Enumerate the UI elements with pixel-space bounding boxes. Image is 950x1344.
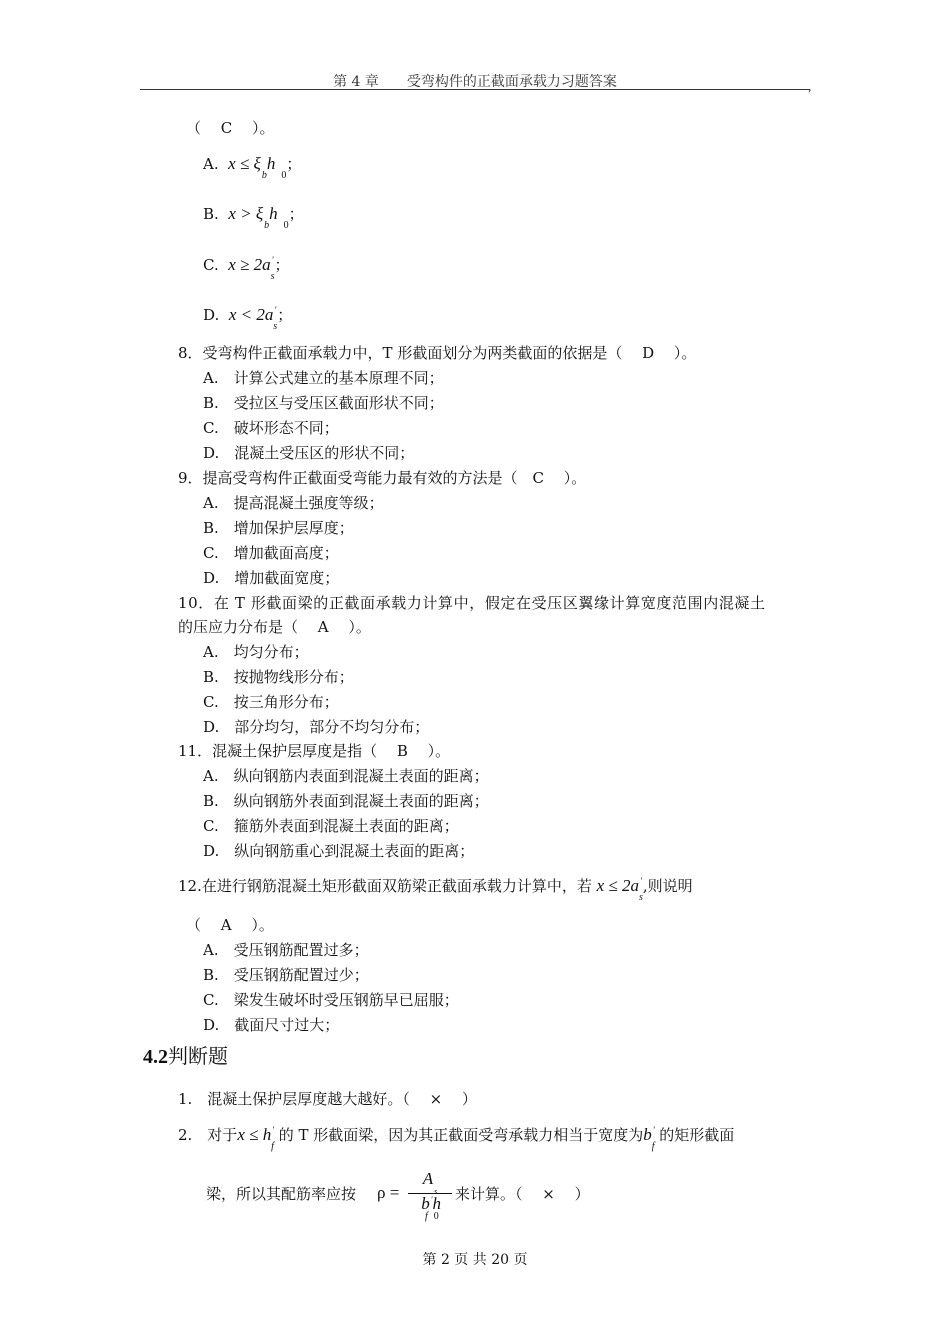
- judgement-2-line2-before: 梁，所以其配筋率应按: [206, 1185, 357, 1203]
- q9-option-a: A. 提高混凝土强度等级；: [203, 494, 384, 512]
- q7-option-c: C. $x \ge 2a'_s$；: [203, 255, 290, 282]
- q7-option-d-math: $x < 2a'_s$: [228, 305, 278, 332]
- q8-option-c: C. 破坏形态不同；: [203, 419, 339, 437]
- header-rule: [140, 89, 810, 90]
- fraction-numerator: $A_s$: [422, 1169, 438, 1196]
- q11-option-d: D. 纵向钢筋重心到混凝土表面的距离；: [203, 842, 475, 860]
- judgement-2-line1: 2. 对于$x \le h'_f$ 的 T 形截面梁，因为其正截面受弯承载力相当于宽度为$b'_f$ 的矩形截面: [178, 1125, 735, 1152]
- q9-question: 9．提高受弯构件正截面受弯能力最有效的方法是（ C ）。: [178, 469, 587, 487]
- q10-option-b: B. 按抛物线形分布；: [203, 668, 354, 686]
- section-heading: [143, 1043, 228, 1070]
- judgement-2-rho: ρ =: [377, 1183, 400, 1202]
- q8-option-a: A. 计算公式建立的基本原理不同；: [203, 369, 444, 387]
- q12-option-b: B. 受压钢筋配置过少；: [203, 966, 369, 984]
- q11-option-a: A. 纵向钢筋内表面到混凝土表面的距离；: [203, 767, 489, 785]
- q11-option-c: C. 箍筋外表面到混凝土表面的距离；: [203, 817, 459, 835]
- judgement-2-line2-after: 来计算。（ × ）: [455, 1185, 590, 1203]
- q10-option-d: D. 部分均匀，部分不均匀分布；: [203, 718, 430, 736]
- q12-answer-line: （ A ）。: [186, 916, 274, 934]
- judgement-1: 1. 混凝土保护层厚度越大越好。（ × ）: [178, 1090, 477, 1108]
- q9-option-d: D. 增加截面宽度；: [203, 569, 340, 587]
- q10-option-c: C. 按三角形分布；: [203, 693, 339, 711]
- section-number: 4.2: [143, 1046, 168, 1068]
- q7-option-d: D. $x < 2a'_s$；: [203, 305, 293, 332]
- q9-option-b: B. 增加保护层厚度；: [203, 519, 354, 537]
- q12-option-a: A. 受压钢筋配置过多；: [203, 941, 369, 959]
- q11-option-b: B. 纵向钢筋外表面到混凝土表面的距离；: [203, 792, 489, 810]
- section-title: 判断题: [168, 1044, 228, 1068]
- judgement-2-math-x: $x \le h'_f$: [237, 1125, 275, 1152]
- q7-answer-line: （ C ）。: [186, 119, 275, 137]
- header-mark: ,: [808, 80, 812, 94]
- q11-question: 11．混凝土保护层厚度是指（ B ）。: [178, 742, 451, 760]
- judgement-2-fraction: [408, 1169, 452, 1222]
- q8-option-d: D. 混凝土受压区的形状不同；: [203, 444, 415, 462]
- q12-condition-math: $x \le 2a'_s$: [596, 876, 643, 903]
- q12-option-c: C. 梁发生破坏时受压钢筋早已屈服；: [203, 991, 459, 1009]
- q12-question: 12.在进行钢筋混凝土矩形截面双筋梁正截面承载力计算中，若 $x \le 2a'_s$,则说明: [178, 876, 693, 903]
- q10-option-a: A. 均匀分布；: [203, 643, 309, 661]
- judgement-2-math-b: $b'_f$: [643, 1125, 655, 1152]
- q7-option-b: B. $x > \xi_bh_0$；: [203, 204, 304, 231]
- page-footer: 第 2 页 共 20 页: [422, 1252, 528, 1268]
- q9-option-c: C. 增加截面高度；: [203, 544, 339, 562]
- page-header-title: 第 4 章 受弯构件的正截面承载力习题答案: [333, 74, 617, 90]
- fraction-denominator: $b'h_f$ $_0$: [421, 1194, 441, 1222]
- q8-question: 8．受弯构件正截面承载力中，T 形截面划分为两类截面的依据是（ D ）。: [178, 344, 697, 362]
- q7-option-b-math: $x > \xi_bh_0$: [228, 204, 289, 231]
- q7-option-a-math: $x \le \xi_bh_0$: [228, 154, 287, 181]
- q12-option-d: D. 截面尺寸过大；: [203, 1016, 340, 1034]
- q10-question-line2: 的压应力分布是（ A ）。: [178, 618, 371, 636]
- q10-question-line1: 10．在 T 形截面梁的正截面承载力计算中，假定在受压区翼缘计算宽度范围内混凝土: [178, 594, 766, 612]
- q8-option-b: B. 受拉区与受压区截面形状不同；: [203, 394, 444, 412]
- q7-option-a: A. $x \le \xi_bh_0$；: [203, 154, 302, 181]
- q7-option-c-math: $x \ge 2a'_s$: [228, 255, 275, 282]
- fraction-bar: [408, 1193, 452, 1194]
